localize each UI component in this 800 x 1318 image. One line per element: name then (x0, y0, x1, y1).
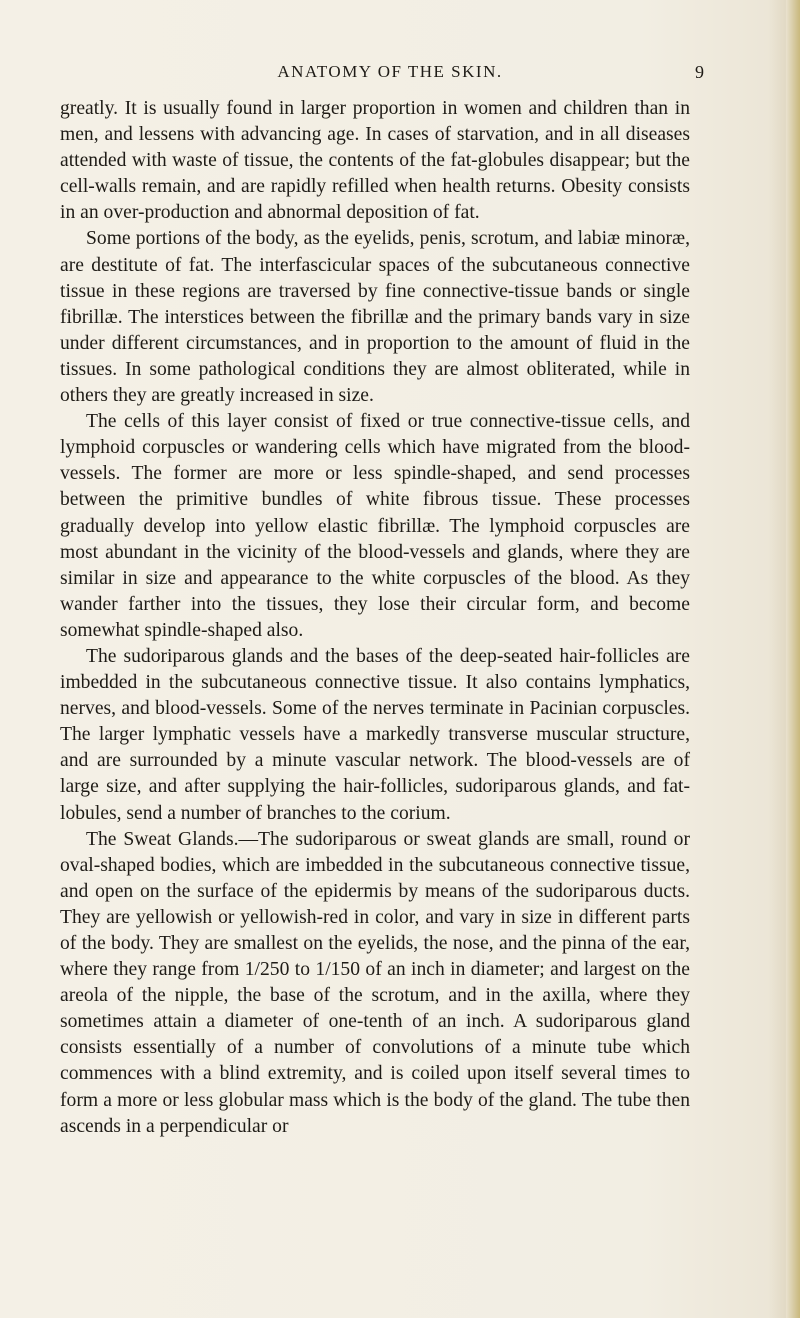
page-number: 9 (695, 62, 704, 82)
paragraph-fat-deposition: greatly. It is usually found in larger proportion in women and children than in men, and lessens with advancing age. In cases of starvation, and in all diseases attended with waste of tissue, the contents of the fat-globules disappear; but the cell-walls remain, and are rapidly refilled when health returns. Obesity consists in an over-production and abnormal deposition of fat. (60, 98, 690, 224)
page-edge-shadow (786, 0, 800, 1318)
paragraph-sweat-glands: The Sweat Glands.—The sudoriparous or sweat glands are small, round or oval-shaped bodies, which are imbedded in the subcutaneous connective tissue, and open on the surface of the epidermis by means of the sudoriparous ducts. They are yellowish or yellowish-red in color, and vary in size in different parts of the body. They are smallest on the eyelids, the nose, and the pinna of the ear, where they range from 1/250 to 1/150 of an inch in diameter; and largest on the areola of the nipple, the base of the scrotum, and in the axilla, where they sometimes attain a diameter of one-tenth of an inch. A sudoriparous gland consists essentially of a number of convolutions of a minute tube which commences with a blind extremity, and is coiled upon itself several times to form a more or less globular mass which is the body of the gland. The tube then ascends in a perpendicular or (60, 828, 690, 1137)
paragraph-glands-and-vessels: The sudoriparous glands and the bases of the deep-seated hair-follicles are imbedded in the subcutaneous connective tissue. It also contains lymphatics, nerves, and blood-vessels. Some of the nerves terminate in Pacinian corpuscles. The larger lymphatic vessels have a markedly transverse muscular structure, and are surrounded by a minute vascular network. The blood-vessels are of large size, and after supplying the hair-follicles, sudoriparous glands, and fat-lobules, send a number of branches to the corium. (60, 645, 690, 824)
paragraph-fatless-regions: Some portions of the body, as the eyelids, penis, scrotum, and labiæ minoræ, are destitute of fat. The interfascicular spaces of the subcutaneous connective tissue in these regions are traversed by fine connective-tissue bands or single fibrillæ. The interstices between the fibrillæ and the primary bands vary in size under different circumstances, and in proportion to the amount of fluid in the tissues. In some pathological conditions they are almost obliterated, while in others they are greatly increased in size. (60, 228, 690, 407)
page-header (110, 62, 704, 88)
paragraph-layer-cells: The cells of this layer consist of fixed or true connective-tissue cells, and lymphoid corpuscles or wandering cells which have migrated from the blood-vessels. The former are more or less spindle-shaped, and send processes between the primitive bundles of white fibrous tissue. These processes gradually develop into yellow elastic fibrillæ. The lymphoid corpuscles are most abundant in the vicinity of the blood-vessels and glands, where they are similar in size and appearance to the white corpuscles of the blood. As they wander farther into the tissues, they lose their circular form, and become somewhat spindle-shaped also. (60, 411, 690, 641)
body-text (60, 96, 690, 1140)
running-head: ANATOMY OF THE SKIN. (277, 62, 503, 81)
